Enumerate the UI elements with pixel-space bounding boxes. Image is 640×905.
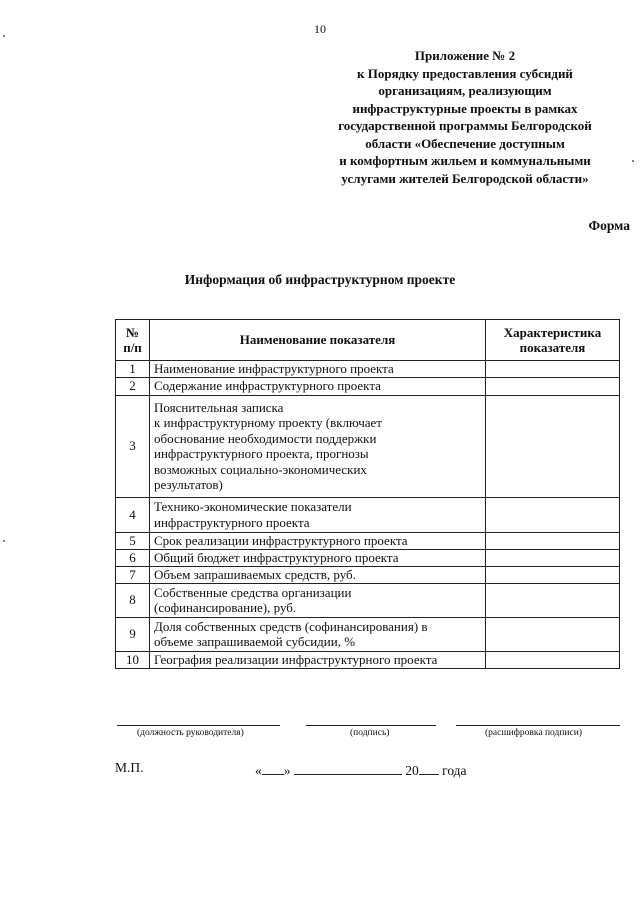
indicator-name: Общий бюджет инфраструктурного проекта bbox=[150, 549, 486, 566]
table-row bbox=[116, 583, 620, 617]
month-blank[interactable] bbox=[294, 760, 402, 775]
row-number: 4 bbox=[116, 497, 150, 532]
appendix-line: к Порядку предоставления субсидий bbox=[357, 65, 573, 81]
row-number: 2 bbox=[116, 377, 150, 395]
characteristic-cell[interactable] bbox=[486, 532, 620, 549]
appendix-line: услугами жителей Белгородской области» bbox=[341, 170, 589, 186]
table-row bbox=[116, 497, 620, 532]
row-number: 7 bbox=[116, 566, 150, 583]
appendix-line: области «Обеспечение доступным bbox=[365, 135, 565, 151]
position-caption: (должность руководителя) bbox=[137, 728, 244, 738]
day-blank[interactable] bbox=[262, 760, 284, 775]
appendix-line: Приложение № 2 bbox=[414, 48, 516, 63]
appendix-line: организациям, реализующим bbox=[378, 83, 552, 98]
year-word: года bbox=[442, 763, 467, 778]
characteristic-cell[interactable] bbox=[486, 566, 620, 583]
indicator-name: Пояснительная записка к инфраструктурному проекту (включает обоснование необходимости поддержки инфраструктурного проекта, прогнозы возможных социально-экономических результатов) bbox=[150, 395, 486, 497]
header-number-text: № п/п bbox=[123, 324, 142, 355]
row-number: 6 bbox=[116, 549, 150, 566]
table-row bbox=[116, 361, 620, 378]
quote-open: « bbox=[255, 763, 262, 778]
table-row bbox=[116, 566, 620, 583]
header-name-text: Наименование показателя bbox=[239, 332, 396, 348]
indicator-name: Собственные средства организации (софинансирование), руб. bbox=[150, 583, 486, 617]
table-row bbox=[116, 532, 620, 549]
row-number: 10 bbox=[116, 651, 150, 668]
indicator-name: Наименование инфраструктурного проекта bbox=[150, 361, 486, 378]
header-characteristic-text: Характеристика показателя bbox=[503, 324, 602, 355]
row-number: 3 bbox=[116, 395, 150, 497]
appendix-line: и комфортным жильем и коммунальными bbox=[339, 153, 591, 168]
appendix-header bbox=[310, 47, 620, 187]
characteristic-cell[interactable] bbox=[486, 617, 620, 651]
indicator-name: География реализации инфраструктурного проекта bbox=[150, 651, 486, 668]
year-prefix: 20 bbox=[405, 763, 419, 778]
table-row bbox=[116, 651, 620, 668]
transcript-line[interactable] bbox=[456, 725, 620, 726]
date-field bbox=[255, 760, 467, 779]
column-header-characteristic bbox=[486, 320, 620, 361]
characteristic-cell[interactable] bbox=[486, 651, 620, 668]
indicator-name: Доля собственных средств (софинансирования) в объеме запрашиваемой субсидии, % bbox=[150, 617, 486, 651]
appendix-line: инфраструктурные проекты в рамках bbox=[352, 100, 578, 116]
indicators-table bbox=[115, 319, 620, 669]
row-number: 8 bbox=[116, 583, 150, 617]
indicator-name: Срок реализации инфраструктурного проекта bbox=[150, 532, 486, 549]
signature-line[interactable] bbox=[306, 725, 436, 726]
row-number: 9 bbox=[116, 617, 150, 651]
seal-label: М.П. bbox=[115, 760, 144, 775]
column-header-number bbox=[116, 320, 150, 361]
indicator-name: Содержание инфраструктурного проекта bbox=[150, 377, 486, 395]
table-row bbox=[116, 617, 620, 651]
document-title: Информация об инфраструктурном проекте bbox=[184, 272, 456, 287]
indicator-name: Технико-экономические показатели инфраструктурного проекта bbox=[150, 497, 486, 532]
column-header-indicator-name bbox=[150, 320, 486, 361]
position-line[interactable] bbox=[117, 725, 280, 726]
characteristic-cell[interactable] bbox=[486, 377, 620, 395]
year-blank[interactable] bbox=[419, 760, 439, 775]
row-number: 5 bbox=[116, 532, 150, 549]
appendix-line: государственной программы Белгородской bbox=[338, 118, 592, 133]
table-row bbox=[116, 549, 620, 566]
form-label: Форма bbox=[588, 218, 630, 233]
characteristic-cell[interactable] bbox=[486, 361, 620, 378]
row-number: 1 bbox=[116, 361, 150, 378]
table-row bbox=[116, 395, 620, 497]
table-row bbox=[116, 377, 620, 395]
stray-mark bbox=[3, 540, 5, 542]
page-number: 10 bbox=[314, 22, 326, 36]
stray-mark bbox=[3, 35, 5, 37]
transcript-caption: (расшифровка подписи) bbox=[485, 728, 582, 738]
characteristic-cell[interactable] bbox=[486, 549, 620, 566]
characteristic-cell[interactable] bbox=[486, 395, 620, 497]
quote-close: » bbox=[283, 763, 291, 778]
table-header-row bbox=[116, 320, 620, 361]
signature-caption: (подпись) bbox=[350, 728, 390, 738]
characteristic-cell[interactable] bbox=[486, 583, 620, 617]
indicator-name: Объем запрашиваемых средств, руб. bbox=[150, 566, 486, 583]
characteristic-cell[interactable] bbox=[486, 497, 620, 532]
stray-mark bbox=[632, 160, 634, 162]
